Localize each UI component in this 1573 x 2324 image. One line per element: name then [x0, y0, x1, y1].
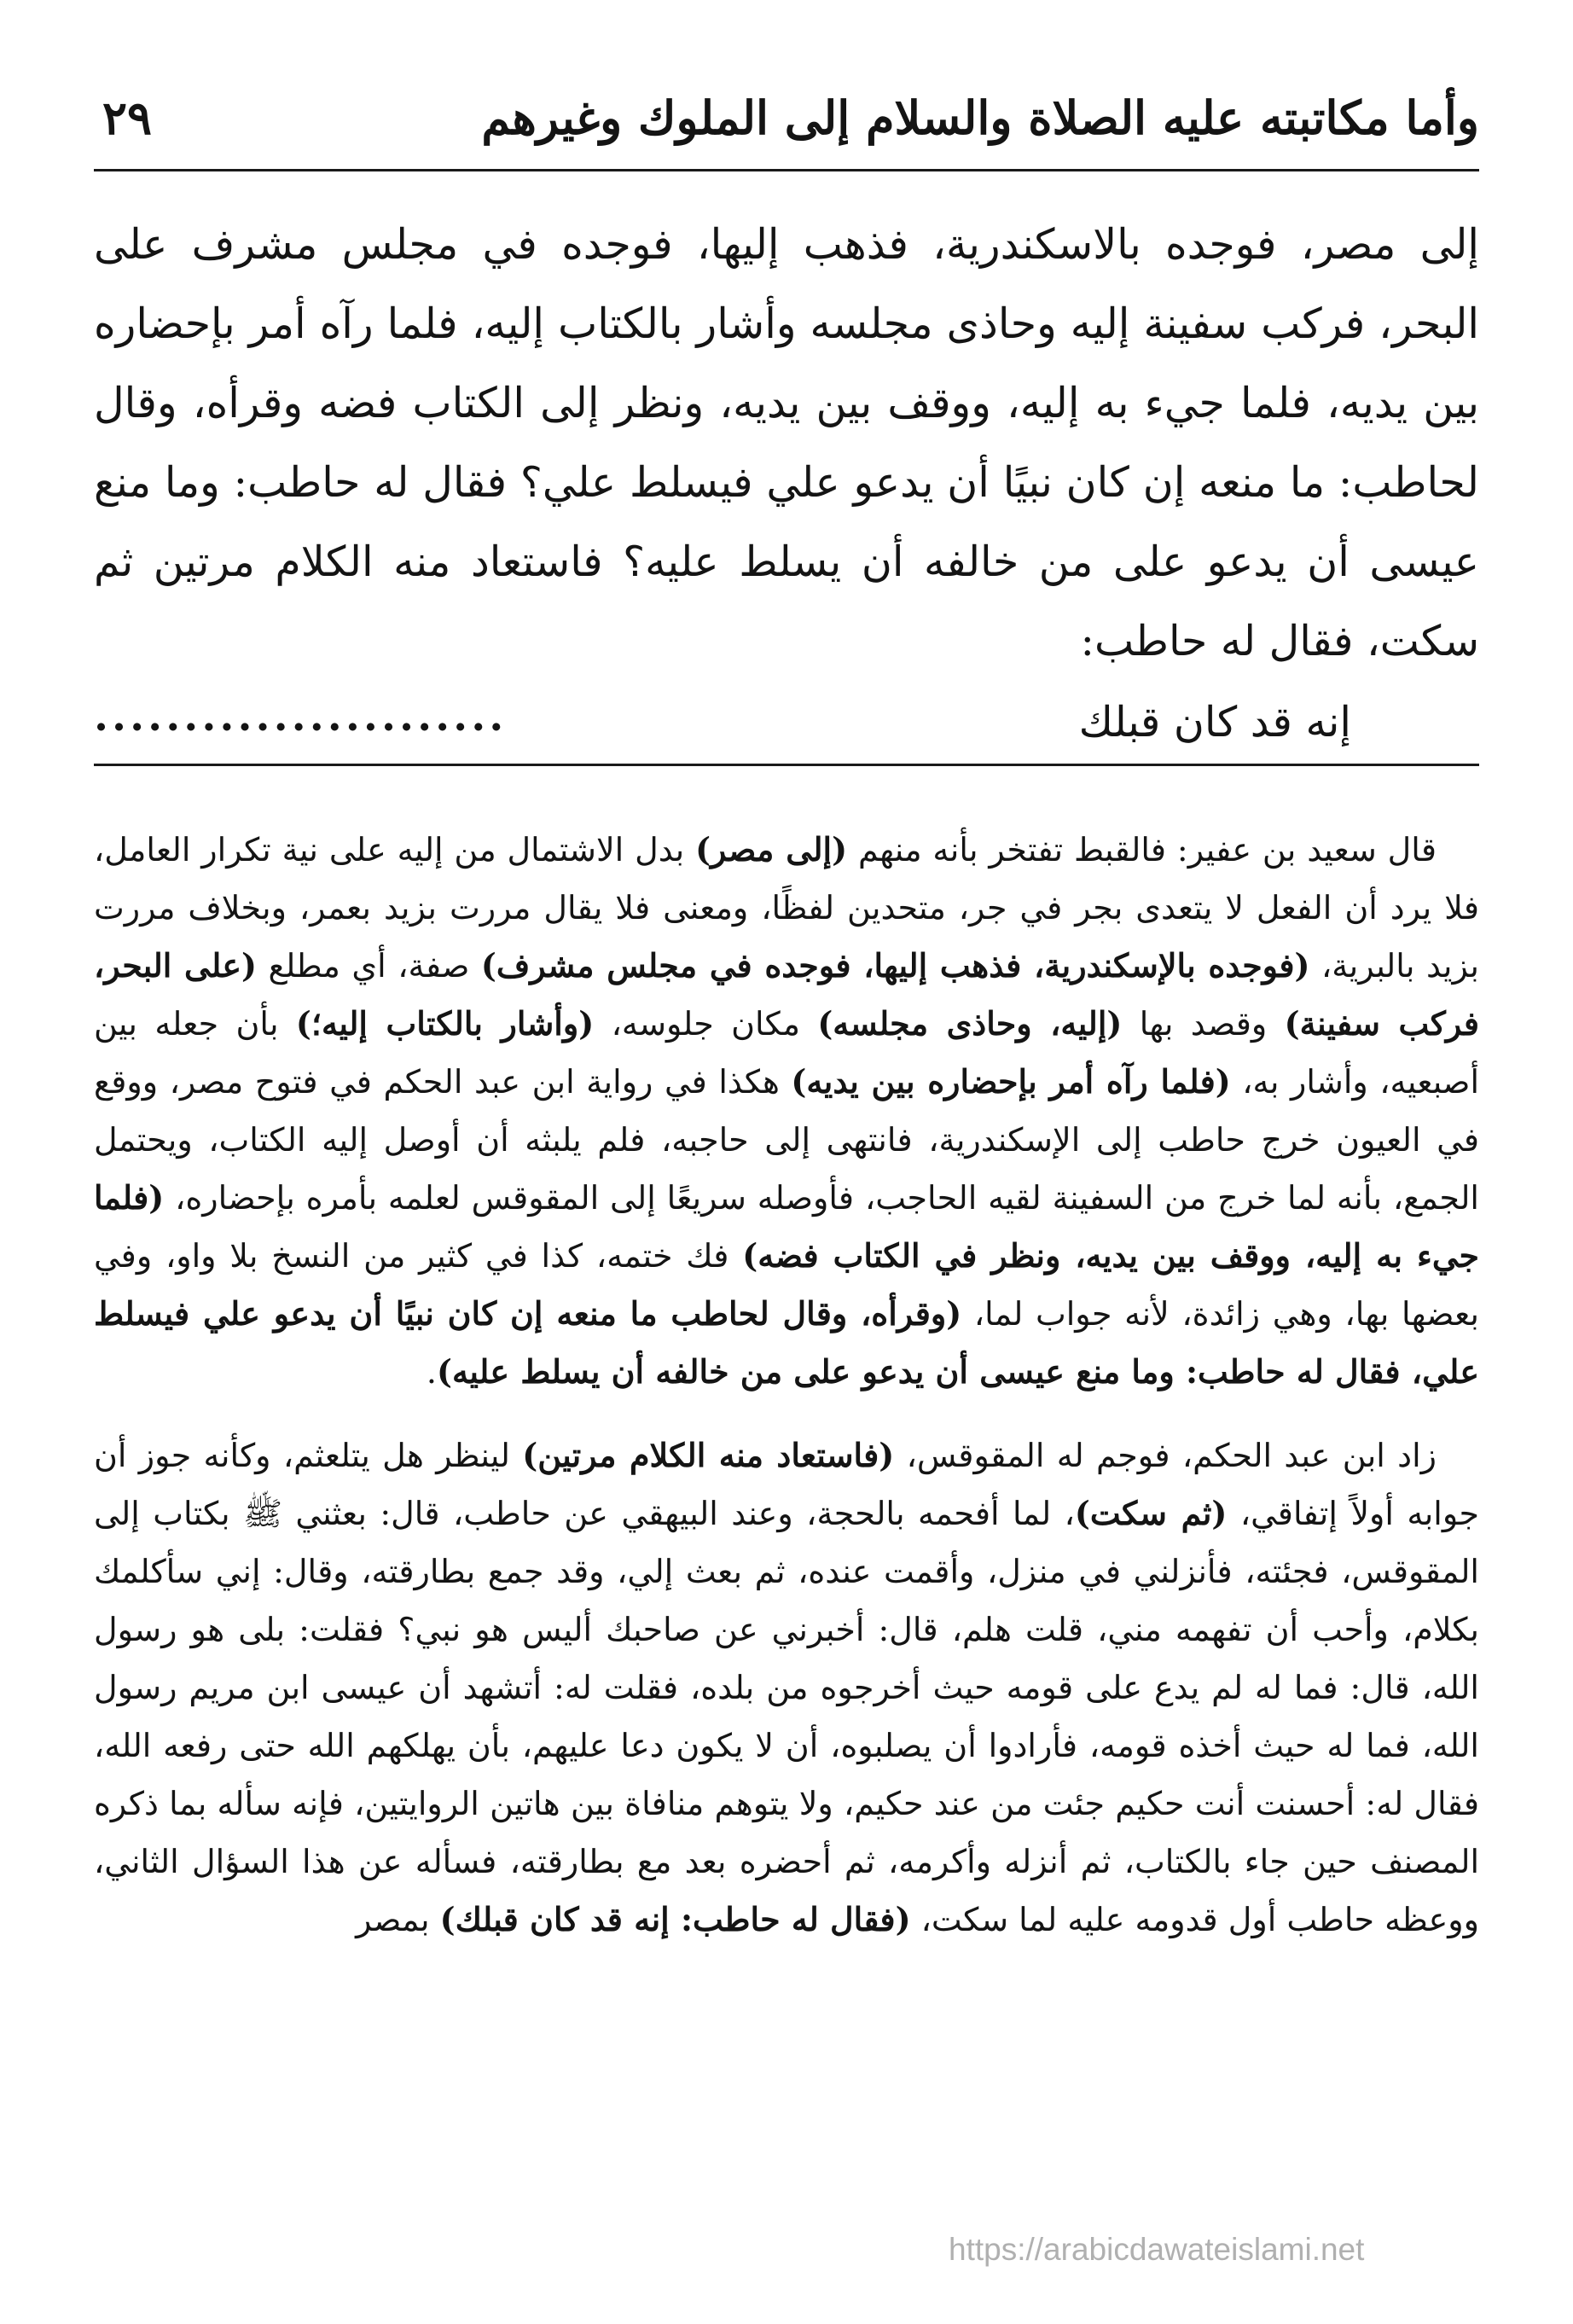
commentary-segment: هكذا في رواية ابن عبد الحكم في فتوح مصر، ووقع في العيون خرج حاطب إلى الإسكندرية، فانتهى إلى حاجبه، فلم يلبثه أن أوصل إليه الكتاب، ويحتمل الجمع، بأنه لما خرج من السفينة لقيه الحاجب، فأوصله سريعًا إلى المقوقس لعلمه بأمره بإحضاره، — [94, 1063, 1479, 1217]
section-divider — [94, 764, 1479, 766]
quoted-matn-segment: (وأشار بالكتاب إليه؛) — [295, 1004, 595, 1043]
quoted-matn-segment: (فقال له حاطب: إنه قد كان قبلك) — [439, 1900, 911, 1938]
quoted-matn-segment: (على البحر، فركب سفينة) — [94, 946, 1479, 1043]
commentary-segment: قال سعيد بن عفير: فالقبط تفتخر بأنه منهم — [847, 831, 1437, 869]
quoted-matn-segment: (وقرأه، وقال لحاطب ما منعه إن كان نبيًا أن يدعو علي فيسلط علي، فقال له حاطب: وما منع عيسى أن يدعو على من خالفه أن يسلط عليه) — [94, 1294, 1479, 1391]
page-number: ٢٩ — [102, 90, 153, 145]
main-text-closing-phrase: إنه قد كان قبلك — [1078, 698, 1351, 747]
ellipsis-dots: ....................... — [94, 691, 508, 741]
commentary-segment: بأن جعله بين أصبعيه، وأشار به، — [94, 1005, 1479, 1101]
commentary — [94, 821, 1479, 1949]
commentary-paragraph-1 — [94, 821, 1479, 1401]
quoted-matn-segment: (إلى مصر) — [695, 830, 848, 869]
main-text: إلى مصر، فوجده بالاسكندرية، فذهب إليها، فوجده في مجلس مشرف على البحر، فركب سفينة إليه وحاذى مجلسه وأشار بالكتاب إليه، فلما رآه أمر بإحضاره بين يديه، فلما جيء به إليه، ووقف بين يديه، ونظر إلى الكتاب فضه وقرأه، وقال لحاطب: ما منعه إن كان نبيًا أن يدعو علي فيسلط علي؟ فقال له حاطب: وما منع عيسى أن يدعو على من خالفه أن يسلط عليه؟ فاستعاد منه الكلام مرتين ثم سكت، فقال له حاطب: — [94, 220, 1479, 665]
quoted-matn-segment: (فلما جيء به إليه، ووقف بين يديه، ونظر في الكتاب فضه) — [94, 1178, 1479, 1275]
quoted-matn-segment: (ثم سكت) — [1074, 1494, 1228, 1532]
commentary-segment: وقصد بها — [1122, 1005, 1285, 1043]
running-title: وأما مكاتبته عليه الصلاة والسلام إلى الملوك وغيرهم — [481, 90, 1479, 145]
commentary-segment: لينظر هل يتلعثم، وكأنه جوز أن جوابه أولاً إتفاقي، — [94, 1437, 1479, 1532]
main-text-last-line — [94, 684, 1479, 761]
commentary-segment: بدل الاشتمال من إليه على نية تكرار العامل، فلا يرد أن الفعل لا يتعدى بجر في جر، متحدين لفظًا، ومعنى فلا يقال مررت بزيد بعمر، وبخلاف مررت بزيد بالبرية، — [94, 831, 1480, 985]
commentary-segment: زاد ابن عبد الحكم، فوجم له المقوقس، — [894, 1437, 1437, 1474]
commentary-segment: مكان جلوسه، — [594, 1005, 818, 1043]
quoted-matn-segment: (فلما رآه أمر بإحضاره بين يديه) — [791, 1062, 1231, 1101]
commentary-segment: صفة، أي مطلع — [256, 947, 481, 985]
page-header — [94, 75, 1479, 171]
quoted-matn-segment: (فاستعاد منه الكلام مرتين) — [522, 1436, 895, 1474]
commentary-segment: بمصر — [356, 1901, 440, 1938]
commentary-segment: فك ختمه، كذا في كثير من النسخ بلا واو، وفي بعضها بها، وهي زائدة، لأنه جواب لما، — [94, 1237, 1479, 1333]
commentary-segment: . — [426, 1353, 437, 1391]
commentary-paragraph-2 — [94, 1426, 1479, 1949]
quoted-matn-segment: (إليه، وحاذى مجلسه) — [817, 1004, 1123, 1043]
quoted-matn-segment: (فوجده بالإسكندرية، فذهب إليها، فوجده في مجلس مشرف) — [480, 946, 1310, 985]
watermark-url: https://arabicdawateislami.net — [949, 2232, 1365, 2267]
commentary-segment: ، لما أفحمه بالحجة، وعند البيهقي عن حاطب، قال: بعثني ﷺ بكتاب إلى المقوقس، فجئته، فأنزلني في منزل، وأقمت عنده، ثم بعث إلي، وقد جمع بطارقته، وقال: إني سأكلمك بكلام، وأحب أن تفهمه مني، قلت هلم، قال: أخبرني عن صاحبك أليس هو نبي؟ فقلت: بلى هو رسول الله، قال: فما له لم يدع على قومه حيث أخرجوه من بلده، فقلت له: أتشهد أن عيسى ابن مريم رسول الله، فما له حيث أخذه قومه، فأرادوا أن يصلبوه، أن لا يكون دعا عليهم، بأن يهلكهم الله حتى رفعه الله، فقال له: أحسنت أنت حكيم جئت من عند حكيم، ولا يتوهم منافاة بين هاتين الروايتين، فإنه سأله بما ذكره المصنف حين جاء بالكتاب، ثم أنزله وأكرمه، ثم أحضره بعد مع بطارقته، فسأله عن هذا السؤال الثاني، ووعظه حاطب أول قدومه عليه لما سكت، — [94, 1495, 1479, 1938]
